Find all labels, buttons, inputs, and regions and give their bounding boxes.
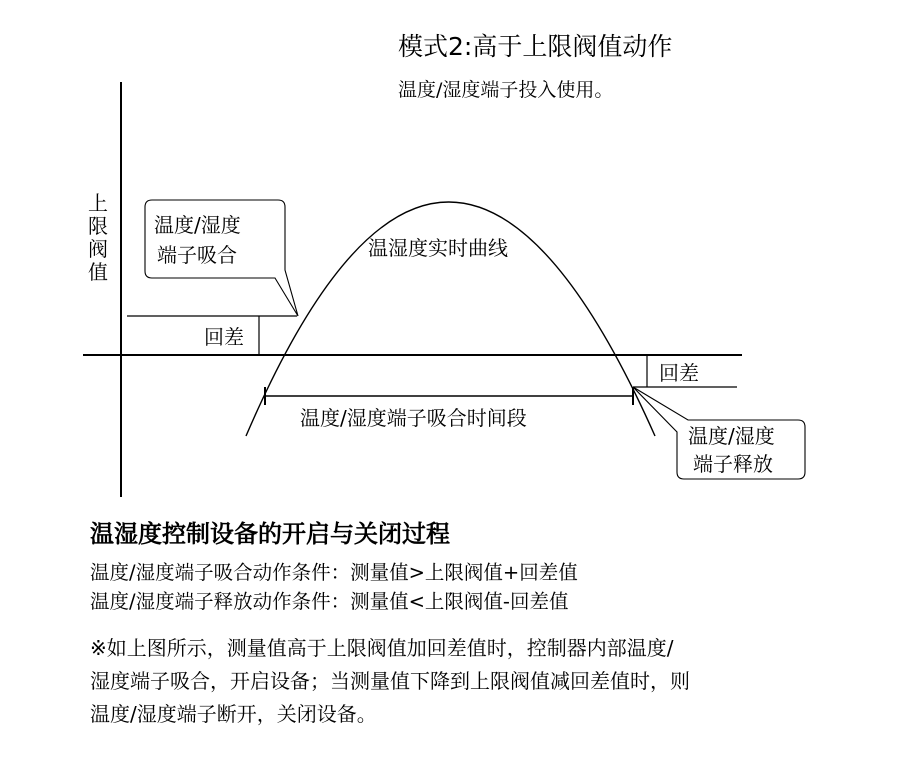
curve-label: 温湿度实时曲线: [368, 236, 508, 260]
hysteresis-left-label: 回差: [204, 325, 244, 349]
callout-close-line1: 温度/湿度: [154, 213, 241, 237]
y-axis-label-char: 限: [88, 214, 108, 238]
hysteresis-right-label: 回差: [659, 361, 699, 385]
diagram-title: 模式2:高于上限阀值动作: [398, 32, 673, 61]
close-condition: 温度/湿度端子吸合动作条件：测量值>上限阀值+回差值: [90, 561, 578, 584]
release-condition: 温度/湿度端子释放动作条件：测量值<上限阀值-回差值: [90, 590, 569, 613]
note-line: 温度/湿度端子断开，关闭设备。: [90, 702, 377, 726]
diagram-subtitle: 温度/湿度端子投入使用。: [398, 79, 614, 101]
explanation-section: [90, 518, 880, 731]
explanation-heading: 温湿度控制设备的开启与关闭过程: [90, 520, 450, 548]
note-line: 湿度端子吸合，开启设备；当测量值下降到上限阀值减回差值时，则: [90, 669, 690, 693]
callout-release-line2: 端子释放: [693, 452, 773, 476]
explanation-note: [90, 632, 880, 731]
y-axis-label-char: 阀: [88, 237, 108, 261]
y-axis-label-char: 上: [88, 191, 108, 215]
interval-label: 温度/湿度端子吸合时间段: [300, 406, 527, 430]
note-line: ※如上图所示，测量值高于上限阀值加回差值时，控制器内部温度/: [90, 636, 674, 660]
callout-close-line2: 端子吸合: [157, 243, 237, 267]
y-axis-label-char: 值: [88, 260, 108, 284]
callout-release-line1: 温度/湿度: [688, 424, 775, 448]
